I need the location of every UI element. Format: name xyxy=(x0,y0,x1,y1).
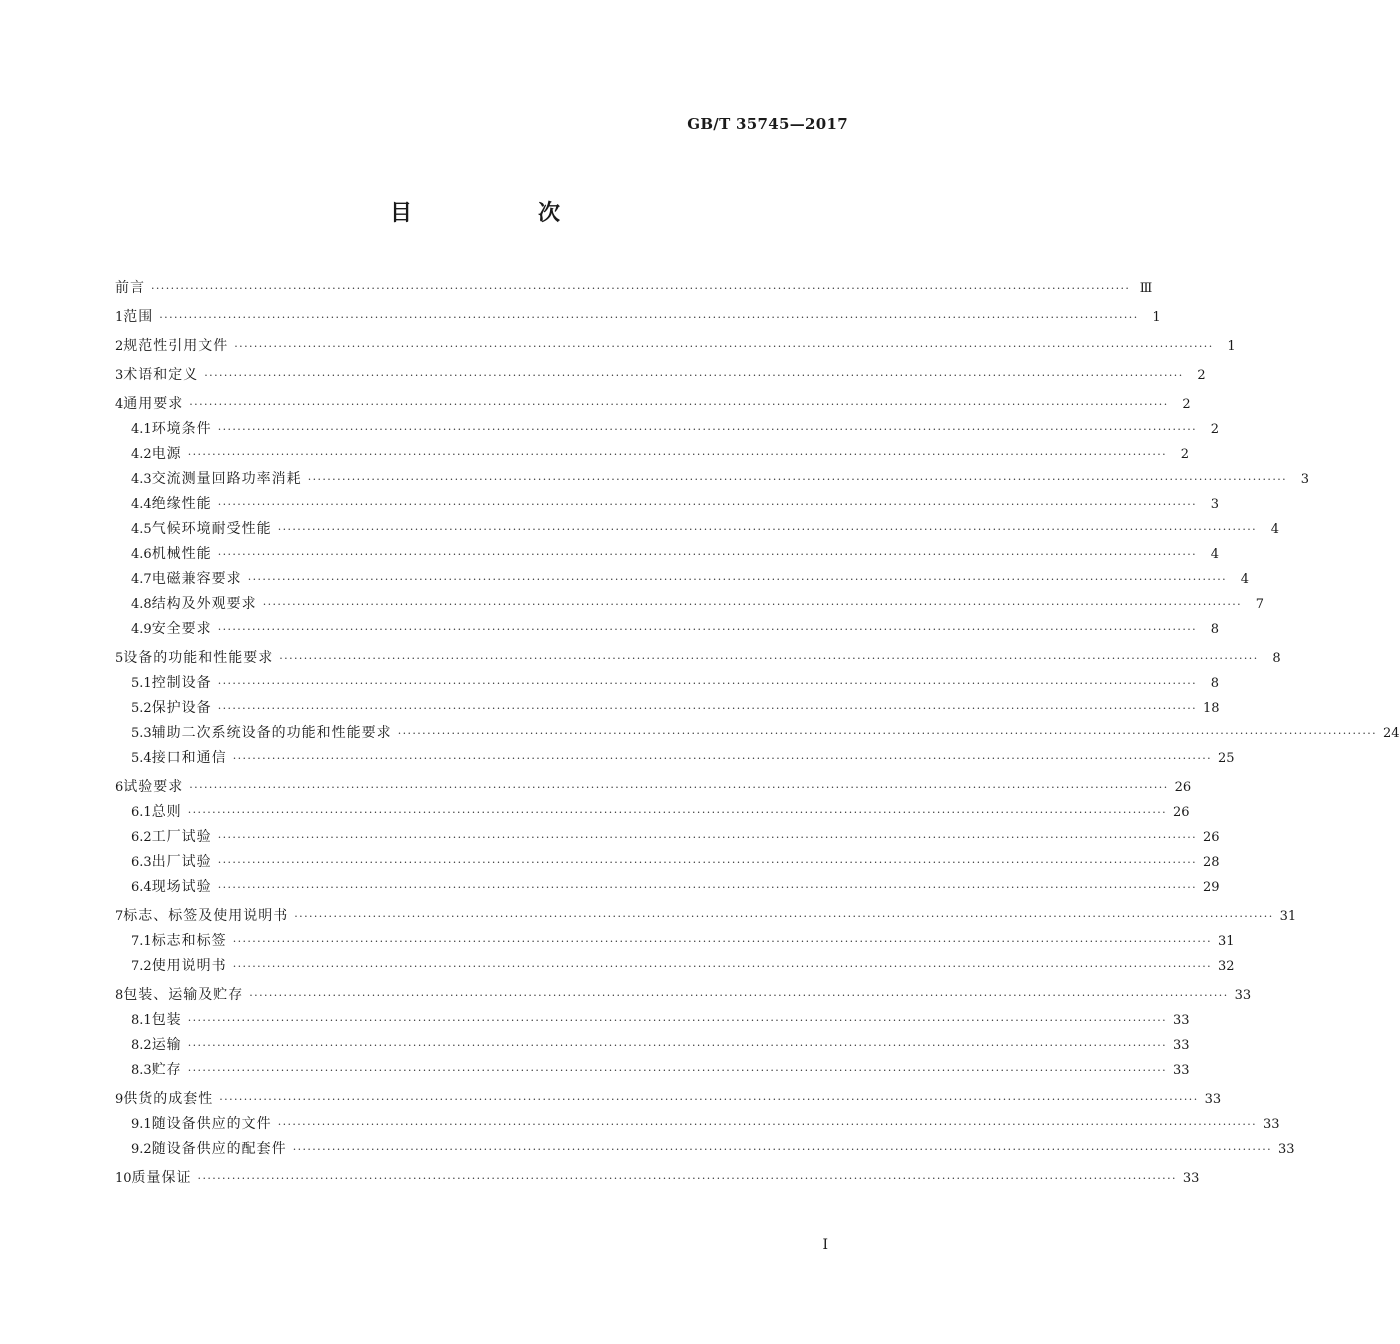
toc-entry-number: 4.4 xyxy=(131,497,152,512)
toc-entry-label: 辅助二次系统设备的功能和性能要求 xyxy=(151,725,392,741)
toc-entry-label: 通用要求 xyxy=(123,396,184,412)
toc-dot-leader: ········································································································································································································ xyxy=(217,623,1198,636)
toc-entry[interactable] xyxy=(115,671,1220,696)
toc-entry[interactable] xyxy=(115,646,1281,671)
toc-entry[interactable] xyxy=(115,442,1190,467)
toc-dot-leader: ········································································································································································································ xyxy=(159,311,1139,324)
toc-entry-page: 32 xyxy=(1218,959,1235,974)
toc-entry-number: 6.2 xyxy=(131,830,152,845)
toc-entry-number: 8.3 xyxy=(131,1063,152,1078)
toc-entry-label: 范围 xyxy=(123,309,154,325)
toc-entry-page: 7 xyxy=(1255,597,1265,612)
toc-dot-leader: ········································································································································································································ xyxy=(204,369,1184,382)
toc-dot-leader: ········································································································································································································ xyxy=(292,1143,1273,1156)
toc-dot-leader: ········································································································································································································ xyxy=(189,398,1169,411)
toc-entry[interactable] xyxy=(115,825,1220,850)
toc-dot-leader: ········································································································································································································ xyxy=(217,702,1198,715)
toc-entry[interactable] xyxy=(115,929,1235,954)
toc-entry-page: 2 xyxy=(1180,447,1190,462)
toc-entry-label: 控制设备 xyxy=(151,675,212,691)
toc-entry-number: 4.1 xyxy=(131,422,152,437)
toc-dot-leader: ········································································································································································································ xyxy=(197,1172,1177,1185)
toc-dot-leader: ········································································································································································································ xyxy=(277,523,1258,536)
toc-entry-number: 3 xyxy=(115,368,124,383)
toc-entry-label: 保护设备 xyxy=(151,700,212,716)
toc-entry-page: 1 xyxy=(1152,310,1161,325)
toc-entry[interactable] xyxy=(115,334,1236,359)
toc-entry[interactable] xyxy=(115,492,1220,517)
toc-entry-page: 33 xyxy=(1263,1117,1280,1132)
toc-dot-leader: ········································································································································································································ xyxy=(187,448,1168,461)
toc-dot-leader: ········································································································································································································ xyxy=(234,340,1214,353)
toc-entry-page: Ⅲ xyxy=(1139,281,1153,296)
toc-dot-leader: ········································································································································································································ xyxy=(307,473,1288,486)
toc-entry-label: 气候环境耐受性能 xyxy=(151,521,272,537)
toc-entry[interactable] xyxy=(115,1008,1190,1033)
toc-entry-page: 26 xyxy=(1173,805,1190,820)
table-of-contents xyxy=(115,272,1400,1191)
toc-dot-leader: ········································································································································································································ xyxy=(151,282,1131,295)
toc-entry[interactable] xyxy=(115,592,1265,617)
toc-entry-label: 规范性引用文件 xyxy=(123,338,229,354)
toc-entry-label: 前言 xyxy=(115,280,145,296)
toc-entry[interactable] xyxy=(115,850,1220,875)
toc-entry[interactable] xyxy=(115,983,1252,1008)
toc-entry-page: 33 xyxy=(1182,1171,1200,1186)
toc-entry[interactable] xyxy=(115,517,1280,542)
toc-entry[interactable] xyxy=(115,746,1235,771)
toc-dot-leader: ········································································································································································································ xyxy=(217,831,1198,844)
toc-entry-page: 31 xyxy=(1218,934,1235,949)
toc-entry[interactable] xyxy=(115,1087,1222,1112)
toc-entry-page: 2 xyxy=(1210,422,1220,437)
toc-entry-page: 33 xyxy=(1173,1038,1190,1053)
toc-entry-label: 结构及外观要求 xyxy=(151,596,257,612)
toc-entry-label: 术语和定义 xyxy=(123,367,199,383)
toc-entry-label: 电源 xyxy=(151,446,182,462)
toc-entry-label: 随设备供应的文件 xyxy=(151,1116,272,1132)
toc-entry-page: 4 xyxy=(1270,522,1280,537)
toc-entry-number: 8.1 xyxy=(131,1013,152,1028)
toc-entry-number: 6 xyxy=(115,780,124,795)
toc-entry[interactable] xyxy=(115,417,1220,442)
toc-entry[interactable] xyxy=(115,305,1161,330)
toc-dot-leader: ········································································································································································································ xyxy=(187,1064,1168,1077)
toc-entry-label: 电磁兼容要求 xyxy=(151,571,242,587)
toc-entry-label: 贮存 xyxy=(151,1062,182,1078)
toc-entry-page: 18 xyxy=(1203,701,1220,716)
toc-entry-number: 5.2 xyxy=(131,701,152,716)
toc-entry-label: 标志和标签 xyxy=(151,933,227,949)
toc-entry-number: 9.1 xyxy=(131,1117,152,1132)
toc-dot-leader: ········································································································································································································ xyxy=(217,548,1198,561)
toc-entry-label: 包装 xyxy=(151,1012,182,1028)
toc-entry-number: 8 xyxy=(115,988,124,1003)
toc-entry-number: 9.2 xyxy=(131,1142,152,1157)
toc-entry[interactable] xyxy=(115,875,1220,900)
toc-entry-number: 6.3 xyxy=(131,855,152,870)
toc-dot-leader: ········································································································································································································ xyxy=(279,652,1259,665)
toc-entry-page: 31 xyxy=(1279,909,1297,924)
toc-entry-page: 33 xyxy=(1234,988,1252,1003)
toc-entry[interactable] xyxy=(115,1033,1190,1058)
toc-entry[interactable] xyxy=(115,800,1190,825)
toc-dot-leader: ········································································································································································································ xyxy=(187,806,1168,819)
toc-entry-page: 33 xyxy=(1278,1142,1295,1157)
toc-entry[interactable] xyxy=(115,1166,1200,1191)
toc-dot-leader: ········································································································································································································ xyxy=(217,423,1198,436)
toc-entry-number: 1 xyxy=(115,310,124,325)
toc-entry-page: 25 xyxy=(1218,751,1235,766)
toc-entry-label: 试验要求 xyxy=(123,779,184,795)
toc-entry-page: 29 xyxy=(1203,880,1220,895)
toc-entry[interactable] xyxy=(115,696,1220,721)
toc-entry-label: 机械性能 xyxy=(151,546,212,562)
toc-entry-page: 33 xyxy=(1173,1013,1190,1028)
toc-dot-leader: ········································································································································································································ xyxy=(217,498,1198,511)
toc-entry[interactable] xyxy=(115,276,1153,301)
toc-entry-number: 2 xyxy=(115,339,124,354)
toc-entry-number: 8.2 xyxy=(131,1038,152,1053)
toc-entry-page: 8 xyxy=(1272,651,1281,666)
toc-entry-label: 包装、运输及贮存 xyxy=(123,987,244,1003)
toc-entry-page: 2 xyxy=(1182,397,1191,412)
toc-entry[interactable] xyxy=(115,542,1220,567)
toc-dot-leader: ········································································································································································································ xyxy=(249,989,1229,1002)
toc-entry-number: 5.4 xyxy=(131,751,152,766)
toc-entry-label: 供货的成套性 xyxy=(123,1091,214,1107)
toc-entry-number: 7.1 xyxy=(131,934,152,949)
toc-entry-label: 质量保证 xyxy=(131,1170,192,1186)
toc-entry[interactable] xyxy=(115,363,1206,388)
toc-entry-page: 4 xyxy=(1240,572,1250,587)
toc-entry[interactable] xyxy=(115,1137,1295,1162)
toc-entry-label: 现场试验 xyxy=(151,879,212,895)
toc-entry-number: 4.7 xyxy=(131,572,152,587)
toc-entry-number: 4.9 xyxy=(131,622,152,637)
toc-entry-page: 1 xyxy=(1227,339,1236,354)
toc-entry-number: 5.1 xyxy=(131,676,152,691)
toc-entry-label: 环境条件 xyxy=(151,421,212,437)
toc-entry-page: 8 xyxy=(1210,676,1220,691)
toc-entry[interactable] xyxy=(115,617,1220,642)
toc-dot-leader: ········································································································································································································ xyxy=(247,573,1228,586)
toc-entry-page: 28 xyxy=(1203,855,1220,870)
toc-entry-number: 7.2 xyxy=(131,959,152,974)
toc-entry-page: 3 xyxy=(1300,472,1310,487)
toc-entry-label: 标志、标签及使用说明书 xyxy=(123,908,289,924)
toc-entry-number: 4.6 xyxy=(131,547,152,562)
toc-entry-label: 接口和通信 xyxy=(151,750,227,766)
toc-entry-number: 5 xyxy=(115,651,124,666)
toc-entry-page: 26 xyxy=(1174,780,1192,795)
toc-entry-label: 工厂试验 xyxy=(151,829,212,845)
toc-dot-leader: ········································································································································································································ xyxy=(189,781,1169,794)
toc-entry[interactable] xyxy=(115,775,1192,800)
toc-dot-leader: ········································································································································································································ xyxy=(232,752,1213,765)
toc-dot-leader: ········································································································································································································ xyxy=(277,1118,1258,1131)
toc-entry-number: 4.3 xyxy=(131,472,152,487)
toc-entry-number: 4 xyxy=(115,397,124,412)
toc-entry-number: 7 xyxy=(115,909,124,924)
toc-entry-number: 4.8 xyxy=(131,597,152,612)
toc-entry-label: 总则 xyxy=(151,804,182,820)
toc-entry-number: 9 xyxy=(115,1092,124,1107)
toc-entry-label: 绝缘性能 xyxy=(151,496,212,512)
toc-entry[interactable] xyxy=(115,1058,1190,1083)
toc-entry-label: 运输 xyxy=(151,1037,182,1053)
toc-dot-leader: ········································································································································································································ xyxy=(262,598,1243,611)
toc-entry-page: 24 xyxy=(1383,726,1400,741)
toc-dot-leader: ········································································································································································································ xyxy=(187,1014,1168,1027)
toc-entry[interactable] xyxy=(115,954,1235,979)
toc-entry-number: 4.5 xyxy=(131,522,152,537)
page-title: 目 次 xyxy=(389,200,612,226)
toc-entry-label: 设备的功能和性能要求 xyxy=(123,650,274,666)
toc-entry-label: 交流测量回路功率消耗 xyxy=(151,471,302,487)
toc-entry-number: 6.4 xyxy=(131,880,152,895)
toc-entry[interactable] xyxy=(115,567,1250,592)
toc-entry-label: 使用说明书 xyxy=(151,958,227,974)
toc-dot-leader: ········································································································································································································ xyxy=(294,910,1274,923)
toc-dot-leader: ········································································································································································································ xyxy=(219,1093,1199,1106)
toc-entry-label: 随设备供应的配套件 xyxy=(151,1141,287,1157)
toc-entry-number: 5.3 xyxy=(131,726,152,741)
toc-entry-label: 安全要求 xyxy=(151,621,212,637)
toc-entry-page: 33 xyxy=(1173,1063,1190,1078)
toc-dot-leader: ········································································································································································································ xyxy=(217,677,1198,690)
toc-dot-leader: ········································································································································································································ xyxy=(232,935,1213,948)
toc-dot-leader: ········································································································································································································ xyxy=(217,881,1198,894)
toc-entry[interactable] xyxy=(115,721,1400,746)
toc-entry[interactable] xyxy=(115,904,1297,929)
toc-entry[interactable] xyxy=(115,1112,1280,1137)
toc-entry-label: 出厂试验 xyxy=(151,854,212,870)
toc-entry-page: 2 xyxy=(1197,368,1206,383)
toc-entry-page: 3 xyxy=(1210,497,1220,512)
standard-number: GB/T 35745—2017 xyxy=(687,115,848,133)
toc-dot-leader: ········································································································································································································ xyxy=(217,856,1198,869)
toc-entry-number: 4.2 xyxy=(131,447,152,462)
toc-entry-page: 8 xyxy=(1210,622,1220,637)
toc-entry-number: 6.1 xyxy=(131,805,152,820)
toc-dot-leader: ········································································································································································································ xyxy=(187,1039,1168,1052)
toc-dot-leader: ········································································································································································································ xyxy=(397,727,1378,740)
toc-entry-page: 26 xyxy=(1203,830,1220,845)
toc-entry-page: 33 xyxy=(1204,1092,1222,1107)
toc-entry[interactable] xyxy=(115,392,1191,417)
page-number: I xyxy=(822,1237,828,1253)
toc-dot-leader: ········································································································································································································ xyxy=(232,960,1213,973)
toc-entry-number: 10 xyxy=(115,1171,132,1186)
toc-entry-page: 4 xyxy=(1210,547,1220,562)
toc-entry[interactable] xyxy=(115,467,1310,492)
